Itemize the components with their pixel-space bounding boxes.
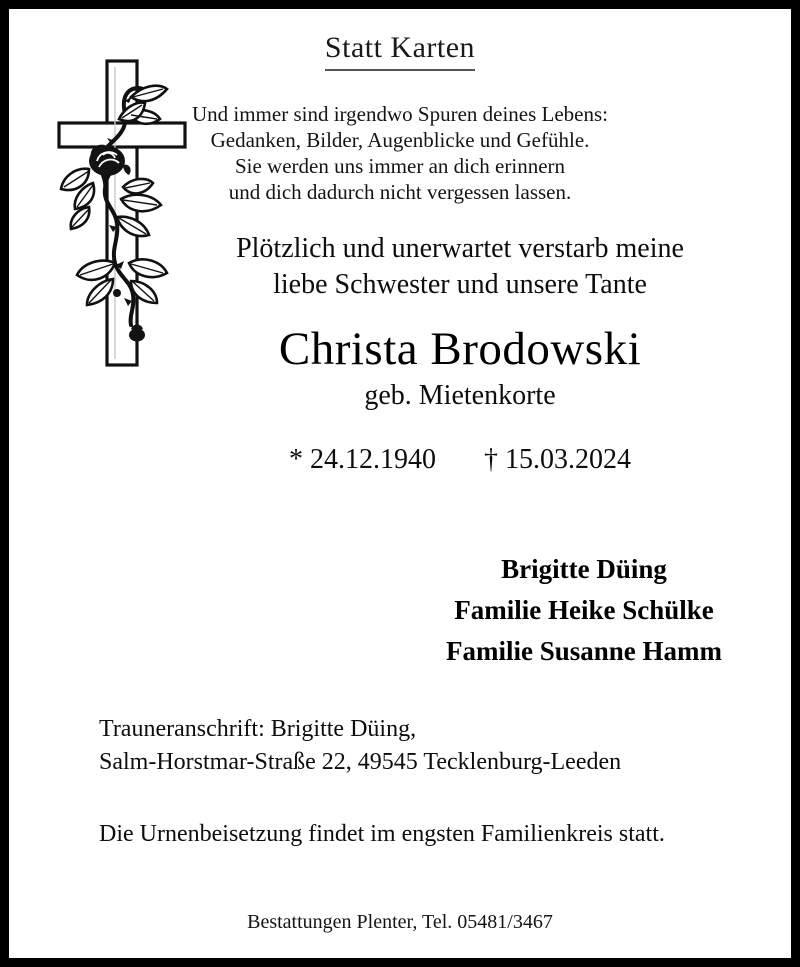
address-line-1: Trauneranschrift: Brigitte Düing, — [99, 716, 417, 742]
mourners-list — [424, 549, 744, 672]
birth-date: 24.12.1940 — [310, 444, 436, 475]
death-dagger-icon: † — [484, 444, 498, 475]
burial-note: Die Urnenbeisetzung findet im engsten Familienkreis statt. — [99, 821, 665, 847]
funeral-home-footer: Bestattungen Plenter, Tel. 05481/3467 — [247, 911, 553, 933]
announcement-line-2: liebe Schwester und unsere Tante — [273, 269, 647, 300]
mourner-1: Brigitte Düing — [501, 554, 667, 584]
address-line-2: Salm-Horstmar-Straße 22, 49545 Tecklenburg-Leeden — [99, 749, 622, 775]
deceased-name-block — [159, 322, 761, 413]
deceased-name: Christa Brodowski — [278, 323, 642, 375]
announcement-text — [159, 231, 761, 303]
death-date: 15.03.2024 — [505, 444, 631, 475]
mourner-2: Familie Heike Schülke — [454, 595, 714, 625]
heading-container — [9, 31, 791, 71]
poem-line-3: Sie werden uns immer an dich erinnern — [234, 154, 566, 178]
poem-line-4: und dich dadurch nicht vergessen lassen. — [228, 180, 572, 204]
life-dates — [159, 443, 761, 477]
deceased-maiden-name: geb. Mietenkorte — [364, 380, 556, 411]
condolence-address — [99, 713, 761, 779]
mourner-3: Familie Susanne Hamm — [445, 636, 722, 666]
poem-line-1: Und immer sind irgendwo Spuren deines Lebens: — [191, 102, 609, 126]
birth-star-icon: * — [289, 444, 303, 475]
page-title: Statt Karten — [325, 31, 475, 71]
memorial-poem — [9, 101, 791, 205]
announcement-line-1: Plötzlich und unerwartet verstarb meine — [236, 233, 684, 264]
poem-line-2: Gedanken, Bilder, Augenblicke und Gefühle. — [210, 128, 590, 152]
